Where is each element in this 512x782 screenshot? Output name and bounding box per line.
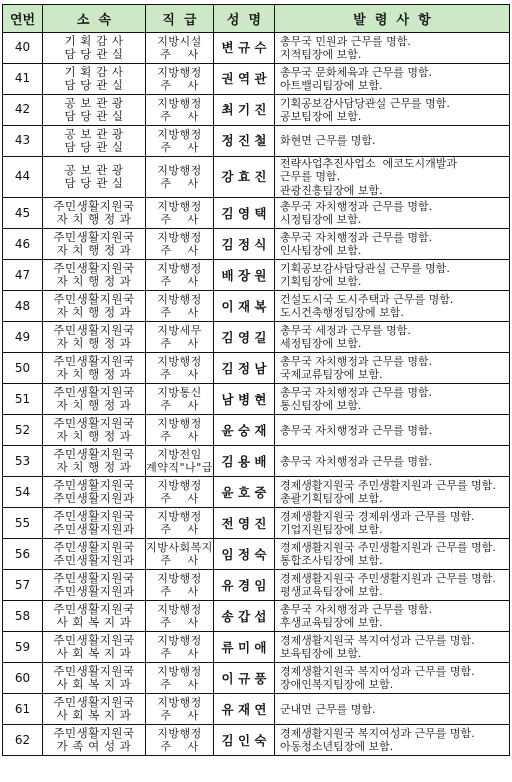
row-department: 주민생활지원국 자 치 행 정 과: [43, 198, 146, 229]
row-number: 54: [3, 477, 43, 508]
row-appointment-order: 경제생활지원국 주민생활지원과 근무를 명함. 평생교육팀장에 보함.: [275, 570, 510, 601]
row-number: 41: [3, 64, 43, 95]
row-person-name: 김 인 숙: [214, 725, 275, 756]
row-rank: 지방시설 주 사: [146, 33, 214, 64]
row-appointment-order: 총무국 민원과 근무를 명함. 지적팀장에 보함.: [275, 33, 510, 64]
table-row: [3, 157, 510, 198]
header-rank: 직 급: [146, 5, 214, 33]
row-person-name: 윤 숭 재: [214, 415, 275, 446]
row-appointment-order: 경제생활지원국 주민생활지원과 근무를 명함. 총괄기획팀장에 보함.: [275, 477, 510, 508]
row-rank: 지방행정 주 사: [146, 632, 214, 663]
table-row: [3, 64, 510, 95]
table-header-row: [3, 5, 510, 33]
row-department: 주민생활지원국 사 회 복 지 과: [43, 601, 146, 632]
row-person-name: 임 정 숙: [214, 539, 275, 570]
row-appointment-order: 경제생활지원국 경제위생과 근무를 명함. 기업지원팀장에 보함.: [275, 508, 510, 539]
row-number: 50: [3, 353, 43, 384]
row-appointment-order: 총무국 자치행정과 근무를 명함. 인사팀장에 보함.: [275, 229, 510, 260]
row-number: 57: [3, 570, 43, 601]
row-rank: 지방행정 주 사: [146, 415, 214, 446]
row-appointment-order: 화현면 근무를 명함.: [275, 126, 510, 157]
header-no: 연번: [3, 5, 43, 33]
row-person-name: 배 장 원: [214, 260, 275, 291]
row-person-name: 권 역 관: [214, 64, 275, 95]
row-person-name: 유 경 임: [214, 570, 275, 601]
table-row: [3, 570, 510, 601]
row-person-name: 최 기 진: [214, 95, 275, 126]
table-body: [3, 33, 510, 756]
row-appointment-order: 기획공보감사담당관실 근무를 명함. 공보팀장에 보함.: [275, 95, 510, 126]
row-appointment-order: 군내면 근무를 명함.: [275, 694, 510, 725]
table-row: [3, 415, 510, 446]
row-number: 62: [3, 725, 43, 756]
row-department: 공 보 관 광 담 당 관 실: [43, 126, 146, 157]
table-row: [3, 632, 510, 663]
row-appointment-order: 총무국 문화체육과 근무를 명함. 아트밸리팀장에 보함.: [275, 64, 510, 95]
personnel-table: [2, 4, 510, 756]
row-department: 주민생활지원국 자 치 행 정 과: [43, 322, 146, 353]
row-person-name: 남 병 현: [214, 384, 275, 415]
table-row: [3, 725, 510, 756]
row-person-name: 송 갑 섭: [214, 601, 275, 632]
row-department: 주민생활지원국 사 회 복 지 과: [43, 632, 146, 663]
row-appointment-order: 건설도시국 도시주택과 근무를 명함. 도시건축행정팀장에 보함.: [275, 291, 510, 322]
row-number: 51: [3, 384, 43, 415]
row-number: 58: [3, 601, 43, 632]
table-row: [3, 353, 510, 384]
row-appointment-order: 경제생활지원국 복지여성과 근무를 명함. 아동청소년팀장에 보함.: [275, 725, 510, 756]
table-row: [3, 229, 510, 260]
row-department: 주민생활지원국 자 치 행 정 과: [43, 353, 146, 384]
row-rank: 지방전임 계약직"나"급: [146, 446, 214, 477]
table-row: [3, 198, 510, 229]
row-number: 49: [3, 322, 43, 353]
row-appointment-order: 전략사업추진사업소 에코도시개발과 근무를 명함. 관광진흥팀장에 보함.: [275, 157, 510, 198]
row-rank: 지방행정 주 사: [146, 260, 214, 291]
row-department: 주민생활지원국 주민생활지원과: [43, 477, 146, 508]
row-appointment-order: 총무국 자치행정과 근무를 명함. 국제교류팀장에 보함.: [275, 353, 510, 384]
row-rank: 지방행정 주 사: [146, 353, 214, 384]
row-person-name: 변 규 수: [214, 33, 275, 64]
table-row: [3, 384, 510, 415]
row-person-name: 정 진 철: [214, 126, 275, 157]
table-row: [3, 260, 510, 291]
row-rank: 지방행정 주 사: [146, 229, 214, 260]
row-person-name: 강 효 진: [214, 157, 275, 198]
row-department: 주민생활지원국 사 회 복 지 과: [43, 694, 146, 725]
row-rank: 지방행정 주 사: [146, 663, 214, 694]
table-row: [3, 477, 510, 508]
row-person-name: 이 재 복: [214, 291, 275, 322]
row-rank: 지방행정 주 사: [146, 477, 214, 508]
row-appointment-order: 기획공보감사담당관실 근무를 명함. 기획팀장에 보함.: [275, 260, 510, 291]
row-person-name: 김 정 남: [214, 353, 275, 384]
row-appointment-order: 경제생활지원국 복지여성과 근무를 명함. 장애인복지팀장에 보함.: [275, 663, 510, 694]
row-rank: 지방행정 주 사: [146, 157, 214, 198]
table-row: [3, 539, 510, 570]
row-rank: 지방행정 주 사: [146, 570, 214, 601]
row-person-name: 김 정 식: [214, 229, 275, 260]
table-row: [3, 322, 510, 353]
row-rank: 지방세무 주 사: [146, 322, 214, 353]
row-person-name: 김 영 길: [214, 322, 275, 353]
row-rank: 지방행정 주 사: [146, 601, 214, 632]
row-number: 48: [3, 291, 43, 322]
row-rank: 지방행정 주 사: [146, 694, 214, 725]
row-person-name: 유 재 연: [214, 694, 275, 725]
row-department: 주민생활지원국 주민생활지원과: [43, 539, 146, 570]
row-rank: 지방사회복지 주 사: [146, 539, 214, 570]
row-number: 52: [3, 415, 43, 446]
row-appointment-order: 총무국 자치행정과 근무를 명함. 후생교육팀장에 보함.: [275, 601, 510, 632]
row-person-name: 윤 호 중: [214, 477, 275, 508]
row-number: 60: [3, 663, 43, 694]
row-rank: 지방행정 주 사: [146, 64, 214, 95]
row-person-name: 김 영 택: [214, 198, 275, 229]
header-dept: 소 속: [43, 5, 146, 33]
table-row: [3, 291, 510, 322]
row-rank: 지방행정 주 사: [146, 291, 214, 322]
row-number: 56: [3, 539, 43, 570]
row-department: 주민생활지원국 자 치 행 정 과: [43, 229, 146, 260]
row-department: 주민생활지원국 가 족 여 성 과: [43, 725, 146, 756]
row-number: 40: [3, 33, 43, 64]
row-department: 주민생활지원국 자 치 행 정 과: [43, 384, 146, 415]
row-appointment-order: 경제생활지원국 복지여성과 근무를 명함. 보육팀장에 보함.: [275, 632, 510, 663]
row-number: 46: [3, 229, 43, 260]
row-appointment-order: 경제생활지원국 주민생활지원과 근무를 명함. 통합조사팀장에 보함.: [275, 539, 510, 570]
row-department: 주민생활지원국 주민생활지원과: [43, 508, 146, 539]
row-department: 주민생활지원국 자 치 행 정 과: [43, 291, 146, 322]
table-row: [3, 126, 510, 157]
table-row: [3, 446, 510, 477]
row-appointment-order: 총무국 자치행정과 근무를 명함.: [275, 415, 510, 446]
table-row: [3, 33, 510, 64]
table-row: [3, 508, 510, 539]
row-number: 45: [3, 198, 43, 229]
header-name: 성 명: [214, 5, 275, 33]
row-number: 61: [3, 694, 43, 725]
row-rank: 지방행정 주 사: [146, 198, 214, 229]
row-number: 42: [3, 95, 43, 126]
row-department: 공 보 관 광 담 당 관 실: [43, 95, 146, 126]
table-row: [3, 663, 510, 694]
row-rank: 지방통신 주 사: [146, 384, 214, 415]
row-number: 55: [3, 508, 43, 539]
row-appointment-order: 총무국 자치행정과 근무를 명함.: [275, 446, 510, 477]
row-rank: 지방행정 주 사: [146, 95, 214, 126]
row-number: 59: [3, 632, 43, 663]
row-appointment-order: 총무국 자치행정과 근무를 명함. 시정팀장에 보함.: [275, 198, 510, 229]
row-rank: 지방행정 주 사: [146, 725, 214, 756]
table-row: [3, 95, 510, 126]
row-number: 47: [3, 260, 43, 291]
row-appointment-order: 총무국 세정과 근무를 명함. 세정팀장에 보함.: [275, 322, 510, 353]
row-department: 기 획 감 사 담 당 관 실: [43, 64, 146, 95]
row-department: 주민생활지원국 자 치 행 정 과: [43, 446, 146, 477]
row-department: 주민생활지원국 자 치 행 정 과: [43, 415, 146, 446]
row-rank: 지방행정 주 사: [146, 508, 214, 539]
row-person-name: 이 규 풍: [214, 663, 275, 694]
row-rank: 지방행정 주 사: [146, 126, 214, 157]
personnel-order-document: [2, 4, 509, 756]
row-number: 53: [3, 446, 43, 477]
table-row: [3, 694, 510, 725]
row-number: 44: [3, 157, 43, 198]
header-order: 발 령 사 항: [275, 5, 510, 33]
row-department: 주민생활지원국 주민생활지원과: [43, 570, 146, 601]
row-person-name: 류 미 애: [214, 632, 275, 663]
row-department: 기 획 감 사 담 당 관 실: [43, 33, 146, 64]
row-department: 공 보 관 광 담 당 관 실: [43, 157, 146, 198]
row-person-name: 전 영 진: [214, 508, 275, 539]
row-department: 주민생활지원국 자 치 행 정 과: [43, 260, 146, 291]
row-number: 43: [3, 126, 43, 157]
row-appointment-order: 총무국 자치행정과 근무를 명함. 통신팀장에 보함.: [275, 384, 510, 415]
row-department: 주민생활지원국 사 회 복 지 과: [43, 663, 146, 694]
row-person-name: 김 용 배: [214, 446, 275, 477]
table-row: [3, 601, 510, 632]
